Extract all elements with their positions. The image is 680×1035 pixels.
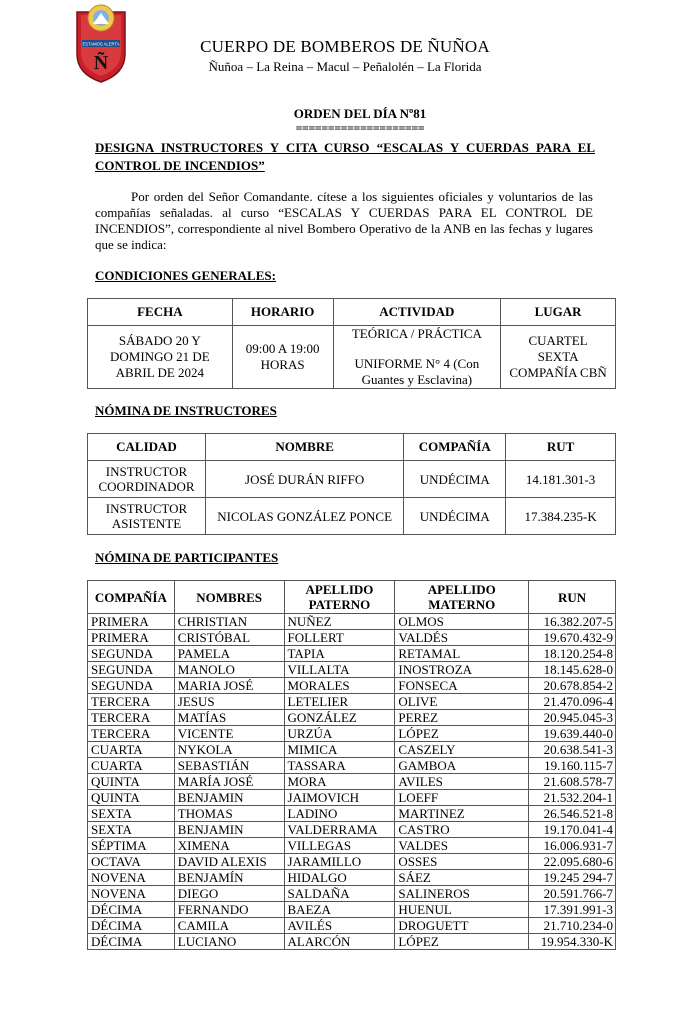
header-cell: RUT [506, 434, 616, 461]
nombres-cell: DAVID ALEXIS [174, 854, 284, 870]
compania-cell: NOVENA [88, 870, 175, 886]
apellido-materno-cell: HUENUL [395, 902, 529, 918]
apellido-paterno-cell: VILLEGAS [284, 838, 395, 854]
table-row [88, 326, 616, 389]
nombres-cell: SEBASTIÁN [174, 758, 284, 774]
table-row [88, 726, 616, 742]
nombre-cell: NICOLAS GONZÁLEZ PONCE [205, 498, 403, 535]
fecha-cell [88, 326, 233, 389]
nombres-cell: PAMELA [174, 646, 284, 662]
compania-cell: UNDÉCIMA [404, 461, 506, 498]
apellido-paterno-cell: URZÚA [284, 726, 395, 742]
table-row [88, 646, 616, 662]
nombres-cell: DIEGO [174, 886, 284, 902]
run-cell: 19.670.432-9 [529, 630, 616, 646]
nombres-cell: LUCIANO [174, 934, 284, 950]
compania-cell: UNDÉCIMA [404, 498, 506, 535]
header-subtitle: Ñuñoa – La Reina – Macul – Peñalolén – La Florida [208, 59, 482, 74]
apellido-materno-cell: DROGUETT [395, 918, 529, 934]
apellido-paterno-cell: HIDALGO [284, 870, 395, 886]
participantes-body [88, 614, 616, 950]
apellido-paterno-cell: MORA [284, 774, 395, 790]
apellido-paterno-cell: NUÑEZ [284, 614, 395, 630]
nombres-cell: XIMENA [174, 838, 284, 854]
apellido-paterno-cell: BAEZA [284, 902, 395, 918]
run-cell: 21.532.204-1 [529, 790, 616, 806]
nombres-cell: JESUS [174, 694, 284, 710]
compania-cell: PRIMERA [88, 614, 175, 630]
apellido-materno-cell: GAMBOA [395, 758, 529, 774]
apellido-materno-cell: LÓPEZ [395, 726, 529, 742]
calidad-cell [88, 461, 206, 498]
table-row [88, 870, 616, 886]
horario-cell [232, 326, 333, 389]
header-title: CUERPO DE BOMBEROS DE ÑUÑOA [200, 37, 490, 56]
body-paragraph [95, 189, 593, 253]
nombres-cell: MARÍA JOSÉ [174, 774, 284, 790]
run-cell: 19.954.330-K [529, 934, 616, 950]
lugar-text: CUARTEL SEXTA COMPAÑÍA CBÑ [509, 333, 607, 380]
compania-cell: SEXTA [88, 822, 175, 838]
table-row [88, 806, 616, 822]
compania-cell: DÉCIMA [88, 918, 175, 934]
run-cell: 18.145.628-0 [529, 662, 616, 678]
header-cell [284, 581, 395, 614]
apellido-materno-cell: INOSTROZA [395, 662, 529, 678]
nombres-cell: MANOLO [174, 662, 284, 678]
run-cell: 22.095.680-6 [529, 854, 616, 870]
orden-title: ORDEN DEL DÍA Nº81 [293, 106, 427, 121]
run-cell: 16.382.207-5 [529, 614, 616, 630]
compania-cell: DÉCIMA [88, 934, 175, 950]
fecha-text: SÁBADO 20 Y DOMINGO 21 DE ABRIL DE 2024 [110, 333, 210, 380]
nombre-cell: JOSÉ DURÁN RIFFO [205, 461, 403, 498]
actividad-line-1: TEÓRICA / PRÁCTICA [351, 326, 482, 341]
nombres-cell: MATÍAS [174, 710, 284, 726]
table-row [88, 758, 616, 774]
run-cell: 26.546.521-8 [529, 806, 616, 822]
header-cell-text: APELLIDO MATERNO [427, 582, 496, 612]
run-cell: 21.470.096-4 [529, 694, 616, 710]
compania-cell: SEGUNDA [88, 662, 175, 678]
apellido-materno-cell: LÓPEZ [395, 934, 529, 950]
apellido-paterno-cell: SALDAÑA [284, 886, 395, 902]
nombres-cell: NYKOLA [174, 742, 284, 758]
header-cell: LUGAR [501, 299, 616, 326]
instructores-table [87, 433, 616, 535]
actividad-line-2: UNIFORME N° 4 (Con Guantes y Esclavina) [354, 356, 480, 387]
apellido-paterno-cell: JAIMOVICH [284, 790, 395, 806]
apellido-materno-cell: VALDÉS [395, 630, 529, 646]
run-cell: 20.678.854-2 [529, 678, 616, 694]
nombres-cell: FERNANDO [174, 902, 284, 918]
horario-text: 09:00 A 19:00 HORAS [245, 341, 320, 372]
condiciones-heading: CONDICIONES GENERALES: [95, 268, 276, 283]
apellido-materno-cell: OLMOS [395, 614, 529, 630]
participantes-table [87, 580, 616, 950]
apellido-paterno-cell: TAPIA [284, 646, 395, 662]
header-cell: HORARIO [232, 299, 333, 326]
nombres-cell: THOMAS [174, 806, 284, 822]
header-cell: NOMBRE [205, 434, 403, 461]
compania-cell: SEXTA [88, 806, 175, 822]
table-row [88, 934, 616, 950]
table-header-row [88, 434, 616, 461]
table-header-row [88, 581, 616, 614]
apellido-paterno-cell: ALARCÓN [284, 934, 395, 950]
apellido-materno-cell: RETAMAL [395, 646, 529, 662]
compania-cell: OCTAVA [88, 854, 175, 870]
participantes-heading: NÓMINA DE PARTICIPANTES [95, 550, 279, 565]
run-cell: 17.391.991-3 [529, 902, 616, 918]
designa-heading: DESIGNA INSTRUCTORES Y CITA CURSO “ESCALAS Y CUERDAS PARA EL CONTROL DE INCENDIOS” [95, 140, 595, 173]
actividad-cell [333, 326, 501, 389]
header-cell: ACTIVIDAD [333, 299, 501, 326]
table-row [88, 902, 616, 918]
header-cell: RUN [529, 581, 616, 614]
table-row [88, 886, 616, 902]
run-cell: 19.245 294-7 [529, 870, 616, 886]
table-row [88, 710, 616, 726]
run-cell: 21.710.234-0 [529, 918, 616, 934]
apellido-paterno-cell: VALDERRAMA [284, 822, 395, 838]
calidad-cell [88, 498, 206, 535]
table-row [88, 498, 616, 535]
table-row [88, 742, 616, 758]
apellido-materno-cell: OSSES [395, 854, 529, 870]
nombres-cell: BENJAMÍN [174, 870, 284, 886]
table-row [88, 614, 616, 630]
nombres-cell: CHRISTIAN [174, 614, 284, 630]
table-row [88, 838, 616, 854]
nombres-cell: VICENTE [174, 726, 284, 742]
crest-motto: ESTAMOS ALERTA [82, 41, 120, 47]
compania-cell: QUINTA [88, 790, 175, 806]
run-cell: 16.006.931-7 [529, 838, 616, 854]
run-cell: 20.945.045-3 [529, 710, 616, 726]
table-row [88, 918, 616, 934]
apellido-materno-cell: OLIVE [395, 694, 529, 710]
instructores-heading: NÓMINA DE INSTRUCTORES [95, 403, 277, 418]
apellido-paterno-cell: JARAMILLO [284, 854, 395, 870]
apellido-materno-cell: FONSECA [395, 678, 529, 694]
nombres-cell: CRISTÓBAL [174, 630, 284, 646]
apellido-paterno-cell: FOLLERT [284, 630, 395, 646]
condiciones-table [87, 298, 616, 389]
header-cell: FECHA [88, 299, 233, 326]
apellido-paterno-cell: MORALES [284, 678, 395, 694]
compania-cell: TERCERA [88, 710, 175, 726]
apellido-materno-cell: LOEFF [395, 790, 529, 806]
apellido-paterno-cell: GONZÁLEZ [284, 710, 395, 726]
compania-cell: NOVENA [88, 886, 175, 902]
compania-cell: CUARTA [88, 742, 175, 758]
apellido-materno-cell: VALDES [395, 838, 529, 854]
run-cell: 19.639.440-0 [529, 726, 616, 742]
run-cell: 21.608.578-7 [529, 774, 616, 790]
orden-rule: ==================== [295, 121, 425, 135]
apellido-paterno-cell: TASSARA [284, 758, 395, 774]
apellido-paterno-cell: AVILÉS [284, 918, 395, 934]
crest-letter: Ñ [93, 52, 109, 74]
apellido-materno-cell: SALINEROS [395, 886, 529, 902]
compania-cell: CUARTA [88, 758, 175, 774]
rut-cell: 17.384.235-K [506, 498, 616, 535]
body-paragraph-text: Por orden del Señor Comandante. cítese a los siguientes oficiales y voluntarios de las compañías señaladas. al curso “ESCALAS Y CUERDAS PARA EL CONTROL DE INCENDIOS”, correspondiente al nivel Bombero Operativo de la ANB en las fechas y lugares que se indica: [95, 189, 593, 252]
apellido-materno-cell: PEREZ [395, 710, 529, 726]
calidad-text: INSTRUCTOR ASISTENTE [105, 501, 188, 531]
compania-cell: DÉCIMA [88, 902, 175, 918]
header-cell: COMPAÑÍA [88, 581, 175, 614]
nombres-cell: MARIA JOSÉ [174, 678, 284, 694]
nombres-cell: BENJAMIN [174, 822, 284, 838]
rut-cell: 14.181.301-3 [506, 461, 616, 498]
apellido-materno-cell: AVILES [395, 774, 529, 790]
compania-cell: TERCERA [88, 726, 175, 742]
compania-cell: SEGUNDA [88, 646, 175, 662]
table-row [88, 694, 616, 710]
compania-cell: PRIMERA [88, 630, 175, 646]
apellido-paterno-cell: LADINO [284, 806, 395, 822]
run-cell: 19.170.041-4 [529, 822, 616, 838]
table-row [88, 854, 616, 870]
table-row [88, 630, 616, 646]
apellido-materno-cell: CASTRO [395, 822, 529, 838]
apellido-materno-cell: CASZELY [395, 742, 529, 758]
table-row [88, 461, 616, 498]
table-row [88, 662, 616, 678]
table-row [88, 774, 616, 790]
fire-department-crest-logo [74, 2, 128, 84]
compania-cell: TERCERA [88, 694, 175, 710]
run-cell: 20.591.766-7 [529, 886, 616, 902]
compania-cell: SÉPTIMA [88, 838, 175, 854]
nombres-cell: CAMILA [174, 918, 284, 934]
header-cell: COMPAÑÍA [404, 434, 506, 461]
apellido-materno-cell: MARTINEZ [395, 806, 529, 822]
table-row [88, 790, 616, 806]
header-cell [395, 581, 529, 614]
header-cell: CALIDAD [88, 434, 206, 461]
header-cell-text: APELLIDO PATERNO [305, 582, 374, 612]
apellido-paterno-cell: MIMICA [284, 742, 395, 758]
run-cell: 18.120.254-8 [529, 646, 616, 662]
apellido-paterno-cell: LETELIER [284, 694, 395, 710]
table-header-row [88, 299, 616, 326]
run-cell: 20.638.541-3 [529, 742, 616, 758]
apellido-materno-cell: SÁEZ [395, 870, 529, 886]
header-cell: NOMBRES [174, 581, 284, 614]
compania-cell: QUINTA [88, 774, 175, 790]
run-cell: 19.160.115-7 [529, 758, 616, 774]
lugar-cell [501, 326, 616, 389]
nombres-cell: BENJAMIN [174, 790, 284, 806]
table-row [88, 678, 616, 694]
table-row [88, 822, 616, 838]
calidad-text: INSTRUCTOR COORDINADOR [98, 464, 195, 494]
apellido-paterno-cell: VILLALTA [284, 662, 395, 678]
compania-cell: SEGUNDA [88, 678, 175, 694]
